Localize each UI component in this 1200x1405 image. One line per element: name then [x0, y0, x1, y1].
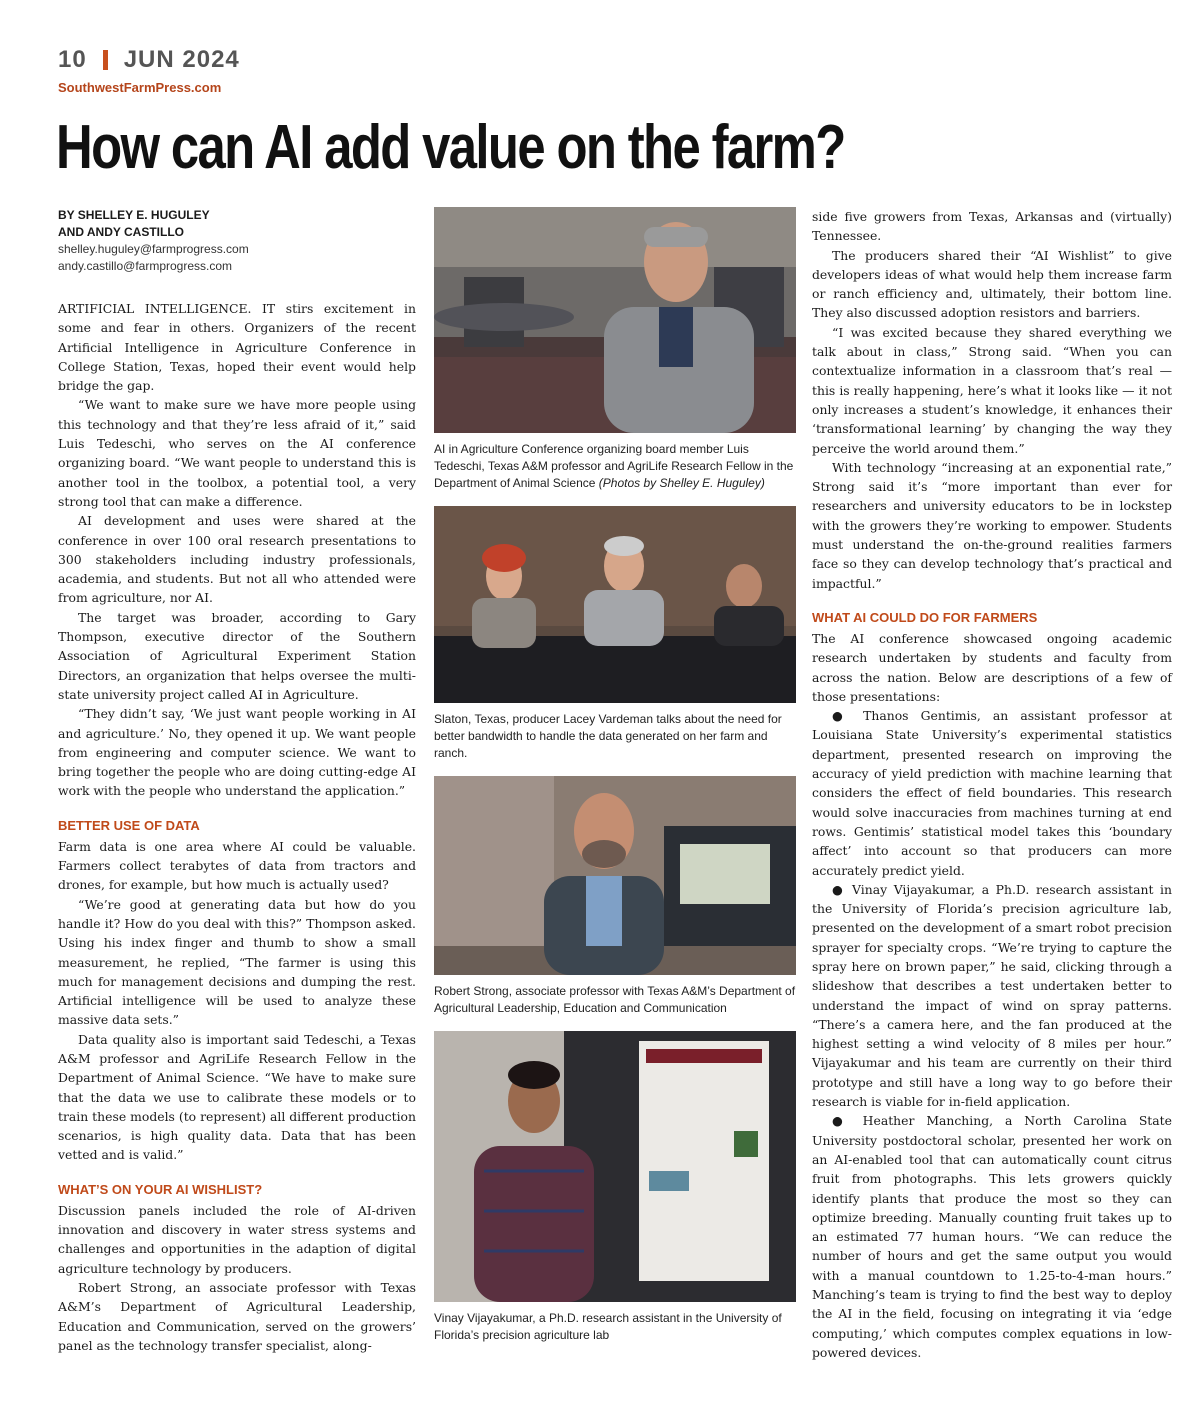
article-column-3 [812, 207, 1172, 1362]
paragraph: “We’re good at generating data but how do you handle it? How do you deal with this?” Thompson asked. Using his index finger and thumb to show a small measurement, he replied, “The farmer is using this much for management decisions and dumping the rest. Artificial intelligence will be used to analyze these massive data sets.” [58, 896, 416, 1028]
byline [58, 207, 416, 275]
byline-authors-1: BY SHELLEY E. HUGULEY [58, 208, 210, 222]
paragraph: The target was broader, according to Gary Thompson, executive director of the Southern Association of Agricultural Experiment Station Directors, an organization that helps oversee the multi-state university project called AI in Agriculture. [58, 609, 416, 702]
paragraph: Data quality also is important said Tedeschi, a Texas A&M professor and AgriLife Research Fellow in the Department of Animal Science. “We have to make sure that the data we use to calibrate these models or to train these models (to represent) all different production scenarios, is high quality data. Data that has been vetted and is valid.” [58, 1031, 416, 1163]
photo-column [434, 207, 796, 1358]
page-header [58, 46, 240, 95]
paragraph: “I was excited because they shared everything we talk about in class,” Strong said. “When you can contextualize information in a classroom that’s real — this is really happening, here’s what it looks like — it not only increases a student’s knowledge, it enhances their ‘transformational learning’ by changing the way they perceive the world around them.” [812, 324, 1172, 456]
article-column-1 [58, 207, 416, 1355]
paragraph: side five growers from Texas, Arkansas and (virtually) Tennessee. [812, 209, 1172, 244]
photo-vinay-vijayakumar [434, 1031, 796, 1302]
byline-authors-2: AND ANDY CASTILLO [58, 225, 184, 239]
photo-robert-strong [434, 776, 796, 975]
photo-caption-1: AI in Agriculture Conference organizing board member Luis Tedeschi, Texas A&M professor and AgriLife Research Fellow in the Department of Animal Science (Photos by Shelley E. Huguley) [434, 442, 794, 490]
bullet-paragraph: ● Vinay Vijayakumar, a Ph.D. research assistant in the University of Florida’s precision agriculture lab, presented on the development of a smart robot precision sprayer for specialty crops. “We’re trying to capture the spray here on brown paper,” he said, clicking through a slideshow that describes a test undertaken better to understand the impact of wind on spray patterns. “There’s a camera here, and the fan produced at the highest setting a wind velocity of 8 miles per hour.” Vijayakumar and his team are currently on their third prototype and still have a long way to go before their research is viable for in-field application. [812, 881, 1172, 1110]
bullet-paragraph: ● Thanos Gentimis, an assistant professor at Louisiana State University’s experimental statistics department, presented research on improving the accuracy of yield prediction with machine learning that considers the effect of field boundaries. This research would solve inaccuracies from machines turning at end rows. Gentimis’ statistical model takes this ‘boundary affect’ into account so that producers can more accurately predict yield. [812, 708, 1172, 878]
paragraph: Farm data is one area where AI could be valuable. Farmers collect terabytes of data from tractors and drones, for example, but how much is actually used? [58, 838, 416, 893]
folio [58, 46, 240, 74]
photo-luis-tedeschi [434, 207, 796, 433]
photo-caption-4: Vinay Vijayakumar, a Ph.D. research assistant in the University of Florida’s precision agriculture lab [434, 1311, 782, 1342]
paragraph: ARTIFICIAL INTELLIGENCE. IT stirs excitement in some and fear in others. Organizers of the recent Artificial Intelligence in Agriculture Conference in College Station, Texas, hoped their event would help bridge the gap. [58, 301, 416, 394]
issue-date: JUN 2024 [123, 46, 240, 73]
site-url[interactable]: SouthwestFarmPress.com [58, 80, 222, 95]
bullet-paragraph: ● Heather Manching, a North Carolina State University postdoctoral scholar, presented her work on an AI-enabled tool that can automatically count citrus fruit from photographs. This lets growers quickly identify plants that produce the most so they can optimize breeding. Manually counting fruit takes up to an estimated 77 human hours. “We can reduce the number of hours and get the same output you would with a manual countdown to 1.25-to-4-man hours.” Manching’s team is trying to find the best way to deploy the AI in the field, focusing on integrating it via ‘edge computing,’ which computes complex equations in low-powered devices. [812, 1113, 1172, 1360]
paragraph: AI development and uses were shared at the conference in over 100 oral research presentations to 300 stakeholders including industry professionals, academia, and students. But not all who attended were from agriculture, nor AI. [58, 513, 416, 606]
paragraph: The AI conference showcased ongoing academic research undertaken by students and faculty from across the nation. Below are descriptions of a few of those presentations: [812, 630, 1172, 704]
photo-credit: (Photos by Shelley E. Huguley) [598, 476, 765, 490]
author-email-1[interactable]: shelley.huguley@farmprogress.com [58, 242, 249, 256]
photo-caption-3: Robert Strong, associate professor with Texas A&M’s Department of Agricultural Leadership, Education and Communication [434, 984, 796, 1015]
paragraph: The producers shared their “AI Wishlist” to give developers ideas of what would help them increase farm or ranch efficiency and, ultimately, their bottom line. They also discussed adoption resistors and barriers. [812, 247, 1172, 321]
photo-caption-2: Slaton, Texas, producer Lacey Vardeman talks about the need for better bandwidth to handle the data generated on her farm and ranch. [434, 712, 782, 760]
article-headline: How can AI add value on the farm? [56, 113, 845, 182]
subhead-what-ai-could-do: WHAT AI COULD DO FOR FARMERS [812, 609, 1038, 625]
folio-divider [103, 50, 108, 70]
paragraph: “We want to make sure we have more people using this technology and that they’re less afraid of it,” said Luis Tedeschi, who serves on the AI conference organizing board. “We want people to understand this is another tool in the toolbox, a potential tool, a very strong tool that can make a difference. [58, 397, 416, 509]
subhead-better-use-of-data: BETTER USE OF DATA [58, 817, 200, 833]
subhead-ai-wishlist: WHAT’S ON YOUR AI WISHLIST? [58, 1181, 263, 1197]
paragraph: “They didn’t say, ‘We just want people working in AI and agriculture.’ No, they opened it up. We want people from engineering and computer science. We want to bring together the people who are doing cutting-edge AI work with the people who understand the application.” [58, 706, 416, 799]
paragraph: Robert Strong, an associate professor with Texas A&M’s Department of Agricultural Leadership, Education and Communication, served on the growers’ panel as the technology transfer specialist, along- [58, 1279, 416, 1353]
paragraph: With technology “increasing at an exponential rate,” Strong said it’s “more important than ever for researchers and university educators to be in lockstep with the growers they’re working to empower. Students must understand the on-the-ground realities farmers face so they can develop technology that’s practical and impactful.” [812, 459, 1172, 591]
paragraph: Discussion panels included the role of AI-driven innovation and discovery in water stress systems and challenges and opportunities in the adaption of digital agriculture technology by producers. [58, 1202, 416, 1276]
author-email-2[interactable]: andy.castillo@farmprogress.com [58, 259, 233, 273]
page-number: 10 [58, 46, 87, 73]
photo-panel-discussion [434, 506, 796, 703]
